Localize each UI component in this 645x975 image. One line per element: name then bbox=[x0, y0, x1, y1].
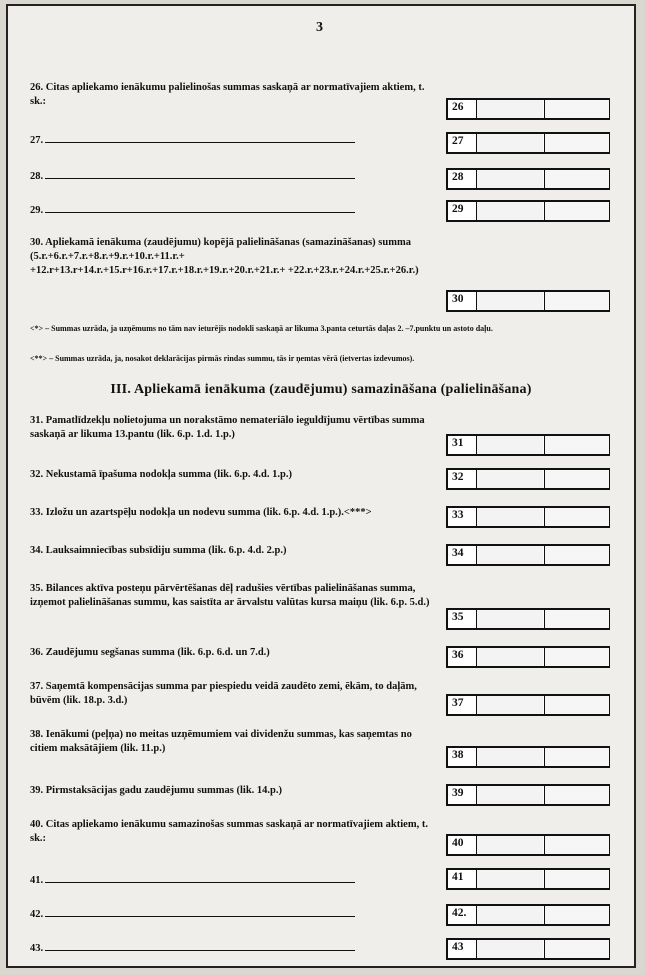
footnote: <**> – Summas uzrāda, ja, nosakot deklarācijas pirmās rindas summu, tās ir ņemtas vērā (ietvertas izdevumos). bbox=[30, 354, 415, 363]
amount-field[interactable] bbox=[476, 436, 543, 454]
amount-field-secondary[interactable] bbox=[544, 546, 609, 564]
value-box-r39 bbox=[446, 784, 610, 806]
row-number: 31 bbox=[452, 437, 464, 449]
row-label: 28. bbox=[30, 171, 44, 182]
value-box-r26 bbox=[446, 98, 610, 120]
amount-field[interactable] bbox=[476, 100, 543, 118]
row-r30 bbox=[30, 236, 440, 278]
amount-field[interactable] bbox=[476, 940, 543, 958]
row-r38 bbox=[30, 728, 440, 756]
amount-field[interactable] bbox=[476, 648, 543, 666]
row-r41 bbox=[30, 872, 440, 888]
row-r28 bbox=[30, 168, 440, 184]
row-number: 35 bbox=[452, 611, 464, 623]
amount-field[interactable] bbox=[476, 696, 543, 714]
row-label: 31. Pamatlīdzekļu nolietojuma un norakstāmo nemateriālo ieguldījumu vērtības summa saskaņā ar likuma 13.pantu (lik. 6.p. 1.d. 1.p.) bbox=[30, 415, 425, 440]
blank-line[interactable] bbox=[45, 906, 355, 917]
value-box-r41 bbox=[446, 868, 610, 890]
row-label: 37. Saņemtā kompensācijas summa par piespiedu veidā zaudēto zemi, ēkām, to daļām, būvēm (lik. 18.p. 3.d.) bbox=[30, 681, 417, 706]
value-box-r35 bbox=[446, 608, 610, 630]
row-label: 39. Pirmstaksācijas gadu zaudējumu summas (lik. 14.p.) bbox=[30, 785, 283, 796]
row-number: 27 bbox=[452, 135, 464, 147]
row-number: 33 bbox=[452, 509, 464, 521]
row-label: 34. Lauksaimniecības subsīdiju summa (lik. 6.p. 4.d. 2.p.) bbox=[30, 545, 287, 556]
amount-field-secondary[interactable] bbox=[544, 836, 609, 854]
amount-field[interactable] bbox=[476, 470, 543, 488]
amount-field-secondary[interactable] bbox=[544, 470, 609, 488]
value-box-r28 bbox=[446, 168, 610, 190]
bottom-border bbox=[6, 966, 634, 968]
row-r39 bbox=[30, 784, 440, 798]
declaration-sheet bbox=[6, 4, 636, 968]
amount-field-secondary[interactable] bbox=[544, 940, 609, 958]
amount-field-secondary[interactable] bbox=[544, 648, 609, 666]
page-number: 3 bbox=[316, 20, 323, 35]
amount-field-secondary[interactable] bbox=[544, 292, 609, 310]
row-number: 29 bbox=[452, 203, 464, 215]
row-r42 bbox=[30, 906, 440, 922]
row-number: 30 bbox=[452, 293, 464, 305]
row-number: 32 bbox=[452, 471, 464, 483]
row-label: 41. bbox=[30, 875, 44, 886]
value-box-r29 bbox=[446, 200, 610, 222]
row-number: 26 bbox=[452, 101, 464, 113]
row-number: 41 bbox=[452, 871, 464, 883]
value-box-r33 bbox=[446, 506, 610, 528]
row-label: 29. bbox=[30, 205, 44, 216]
row-label: 40. Citas apliekamo ienākumu samazinošas summas saskaņā ar normatīvajiem aktiem, t. sk.: bbox=[30, 819, 428, 844]
amount-field[interactable] bbox=[476, 906, 543, 924]
row-number: 37 bbox=[452, 697, 464, 709]
value-box-r40 bbox=[446, 834, 610, 856]
blank-line[interactable] bbox=[45, 168, 355, 179]
row-r36 bbox=[30, 646, 440, 660]
amount-field[interactable] bbox=[476, 134, 543, 152]
value-box-r34 bbox=[446, 544, 610, 566]
section-title: III. Apliekamā ienākuma (zaudējumu) samazināšana (palielināšana) bbox=[110, 382, 532, 397]
amount-field-secondary[interactable] bbox=[544, 508, 609, 526]
amount-field-secondary[interactable] bbox=[544, 170, 609, 188]
blank-line[interactable] bbox=[45, 940, 355, 951]
amount-field-secondary[interactable] bbox=[544, 436, 609, 454]
row-label: 30. Apliekamā ienākuma (zaudējumu) kopējā palielināšanas (samazināšanas) summa (5.r.+6.r.+7.r.+8.r.+9.r.+10.r.+11.r.+ +12.r+13.r+14.r.+15.r+16.r.+17.r.+18.r.+19.r.+20.r.+21.r.+ +22.r.+23.r.+24.r.+25.r.+26.r.) bbox=[30, 237, 419, 276]
row-label: 27. bbox=[30, 135, 44, 146]
row-label: 38. Ienākumi (peļņa) no meitas uzņēmumiem vai dividenžu summas, kas saņemtas no citiem maksātājiem (lik. 11.p.) bbox=[30, 729, 412, 754]
value-box-r36 bbox=[446, 646, 610, 668]
row-label: 43. bbox=[30, 943, 44, 954]
blank-line[interactable] bbox=[45, 202, 355, 213]
row-r43 bbox=[30, 940, 440, 956]
amount-field-secondary[interactable] bbox=[544, 134, 609, 152]
amount-field[interactable] bbox=[476, 170, 543, 188]
row-label: 26. Citas apliekamo ienākumu palielinošas summas saskaņā ar normatīvajiem aktiem, t. sk.: bbox=[30, 82, 425, 107]
amount-field[interactable] bbox=[476, 546, 543, 564]
amount-field-secondary[interactable] bbox=[544, 870, 609, 888]
amount-field-secondary[interactable] bbox=[544, 748, 609, 766]
blank-line[interactable] bbox=[45, 872, 355, 883]
row-r35 bbox=[30, 582, 440, 610]
row-label: 42. bbox=[30, 909, 44, 920]
row-number: 36 bbox=[452, 649, 464, 661]
row-label: 32. Nekustamā īpašuma nodokļa summa (lik. 6.p. 4.d. 1.p.) bbox=[30, 469, 292, 480]
amount-field-secondary[interactable] bbox=[544, 202, 609, 220]
amount-field[interactable] bbox=[476, 610, 543, 628]
row-r37 bbox=[30, 680, 440, 708]
row-label: 35. Bilances aktīva posteņu pārvērtēšanas dēļ radušies vērtības palielināšanas summa, izņemot palielināšanas summu, kas saistīta ar ārvalstu valūtas kursa maiņu (lik. 6.p. 5.d.) bbox=[30, 583, 430, 608]
row-number: 39 bbox=[452, 787, 464, 799]
blank-line[interactable] bbox=[45, 132, 355, 143]
amount-field[interactable] bbox=[476, 202, 543, 220]
value-box-r30 bbox=[446, 290, 610, 312]
row-number: 43 bbox=[452, 941, 464, 953]
amount-field[interactable] bbox=[476, 508, 543, 526]
value-box-r42 bbox=[446, 904, 610, 926]
row-r27 bbox=[30, 132, 440, 148]
value-box-r37 bbox=[446, 694, 610, 716]
amount-field-secondary[interactable] bbox=[544, 100, 609, 118]
amount-field-secondary[interactable] bbox=[544, 696, 609, 714]
row-number: 34 bbox=[452, 547, 464, 559]
row-label: 36. Zaudējumu segšanas summa (lik. 6.p. 6.d. un 7.d.) bbox=[30, 647, 270, 658]
amount-field[interactable] bbox=[476, 748, 543, 766]
amount-field-secondary[interactable] bbox=[544, 610, 609, 628]
row-number: 40 bbox=[452, 837, 464, 849]
row-r31 bbox=[30, 414, 440, 442]
row-label: 33. Izložu un azartspēļu nodokļa un nodevu summa (lik. 6.p. 4.d. 1.p.).<***> bbox=[30, 507, 372, 518]
value-box-r43 bbox=[446, 938, 610, 960]
amount-field-secondary[interactable] bbox=[544, 786, 609, 804]
row-number: 38 bbox=[452, 749, 464, 761]
row-number: 42. bbox=[452, 907, 467, 919]
value-box-r31 bbox=[446, 434, 610, 456]
value-box-r32 bbox=[446, 468, 610, 490]
row-r32 bbox=[30, 468, 440, 482]
amount-field-secondary[interactable] bbox=[544, 906, 609, 924]
value-box-r38 bbox=[446, 746, 610, 768]
row-r34 bbox=[30, 544, 440, 558]
row-r33 bbox=[30, 506, 440, 520]
amount-field[interactable] bbox=[476, 870, 543, 888]
row-r26 bbox=[30, 81, 440, 109]
amount-field[interactable] bbox=[476, 786, 543, 804]
footnote: <*> – Summas uzrāda, ja uzņēmums no tām nav ieturējis nodokli saskaņā ar likuma 3.panta ceturtās daļas 2. –7.punktu un astoto daļu. bbox=[30, 324, 493, 333]
value-box-r27 bbox=[446, 132, 610, 154]
row-number: 28 bbox=[452, 171, 464, 183]
amount-field[interactable] bbox=[476, 836, 543, 854]
amount-field[interactable] bbox=[476, 292, 543, 310]
row-r29 bbox=[30, 202, 440, 218]
row-r40 bbox=[30, 818, 440, 846]
